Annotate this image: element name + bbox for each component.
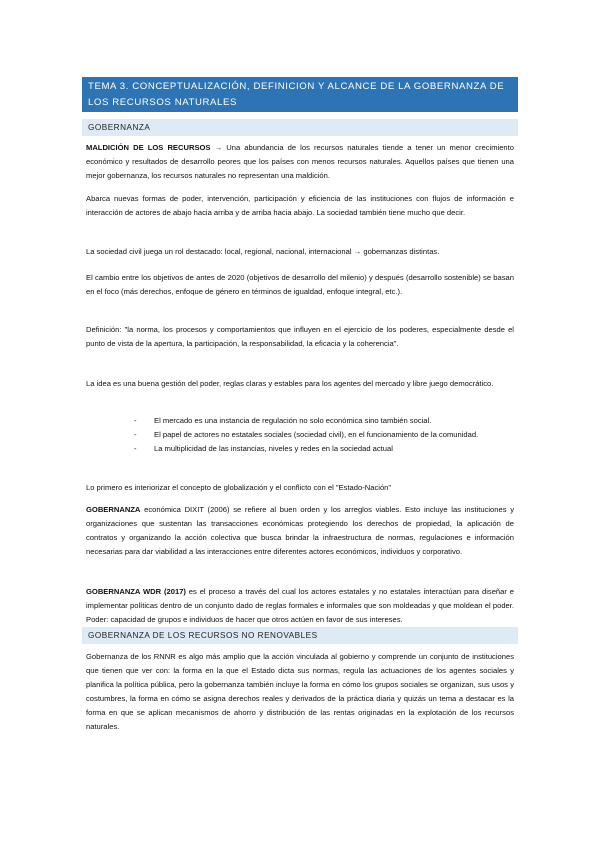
section-heading-recursos-no-renovables: GOBERNANZA DE LOS RECURSOS NO RENOVABLES [82, 627, 518, 644]
paragraph-lead: MALDICIÓN DE LOS RECURSOS [86, 143, 211, 152]
list-item-text: El mercado es una instancia de regulación no solo económica sino también social. [154, 416, 432, 425]
section-heading-gobernanza: GOBERNANZA [82, 119, 518, 136]
bullet-marker: - [134, 430, 137, 439]
list-item [86, 414, 514, 428]
paragraph-text: económica DIXIT (2006) se refiere al buen orden y los arreglos viables. Esto incluye las instituciones y organizaciones que sustentan las transacciones económicas protegiendo los derechos de propiedad, la aplicación de contratos y organizando la acción colectiva que busca brindar la infraestructura de normas, regulaciones e información necesarias para dar viabilidad a las interacciones entre diferentes actores económicos, individuos y corporativo. [86, 505, 514, 556]
paragraph-gobernanza-wdr [86, 585, 514, 627]
paragraph-globalizacion: Lo primero es interiorizar el concepto de globalización y el conflicto con el "Estado-Nación" [86, 483, 392, 492]
paragraph-gobernanza-dixit [86, 503, 514, 559]
paragraph-text: es el proceso a través del cual los actores estatales y no estatales interactúan para diseñar e implementar políticas dentro de un conjunto dado de reglas formales e informales que son moldeadas y que moldean el poder. Poder: capacidad de grupos e individuos de hacer que otros actúen en favor de sus intereses. [86, 587, 514, 624]
paragraph-formas-de-poder: Abarca nuevas formas de poder, intervención, participación y eficiencia de las instituciones con flujos de información e interacción de actores de abajo hacia arriba y de arriba hacia abajo. La sociedad también tiene mucho que decir. [86, 194, 514, 217]
bullet-marker: - [134, 416, 137, 425]
paragraph-gobernanza-rnnr: Gobernanza de los RNNR es algo más amplio que la acción vinculada al gobierno y comprende un conjunto de instituciones que tienen que ver con: la forma en la que el Estado dicta sus normas, regula las actuaciones de los agentes sociales y planifica la política pública, pero la gobernanza también incluye la forma en cómo los grupos sociales se organizan, sus usos y costumbres, la forma en cómo se asigna derechos reales y derivados de la práctica diaria y quizás un tema a destacar es la forma en que se aplican mecanismos de ahorro y distribución de las rentas originadas en la explotación de los recursos naturales. [86, 652, 514, 731]
paragraph-sociedad-civil: La sociedad civil juega un rol destacado: local, regional, nacional, internacional → gobernanzas distintas. [86, 247, 440, 256]
document-title: TEMA 3. CONCEPTUALIZACIÓN, DEFINICION Y ALCANCE DE LA GOBERNANZA DE LOS RECURSOS NATURALES [82, 77, 518, 112]
paragraph-definicion: Definición: "la norma, los procesos y comportamientos que influyen en el ejercicio de los poderes, especialmente desde el punto de vista de la apertura, la participación, la responsabilidad, la eficacia y la coherencia". [86, 325, 514, 348]
list-item [86, 428, 514, 442]
list-item-text: El papel de actores no estatales sociales (sociedad civil), en el funcionamiento de la comunidad. [154, 430, 479, 439]
bullet-list [86, 414, 514, 456]
paragraph-cambio-objetivos: El cambio entre los objetivos de antes de 2020 (objetivos de desarrollo del milenio) y después (desarrollo sostenible) se basan en el foco (más derechos, enfoque de género en términos de igualdad, enfoque integral, etc.). [86, 273, 514, 296]
list-item [86, 442, 514, 456]
paragraph-lead: GOBERNANZA WDR (2017) [86, 587, 186, 596]
paragraph-lead: GOBERNANZA [86, 505, 141, 514]
list-item-text: La multiplicidad de las instancias, niveles y redes en la sociedad actual [154, 444, 393, 453]
bullet-marker: - [134, 444, 137, 453]
paragraph-maldicion [86, 141, 514, 183]
paragraph-idea: La idea es una buena gestión del poder, reglas claras y estables para los agentes del mercado y libre juego democrático. [86, 379, 494, 388]
paragraph-text: → Una abundancia de los recursos naturales tiende a tener un menor crecimiento económico y resultados de desarrollo peores que los países con menos recursos naturales. Aquellos países que tienen una mejor gobernanza, los recursos naturales no representan una maldición. [86, 143, 514, 180]
